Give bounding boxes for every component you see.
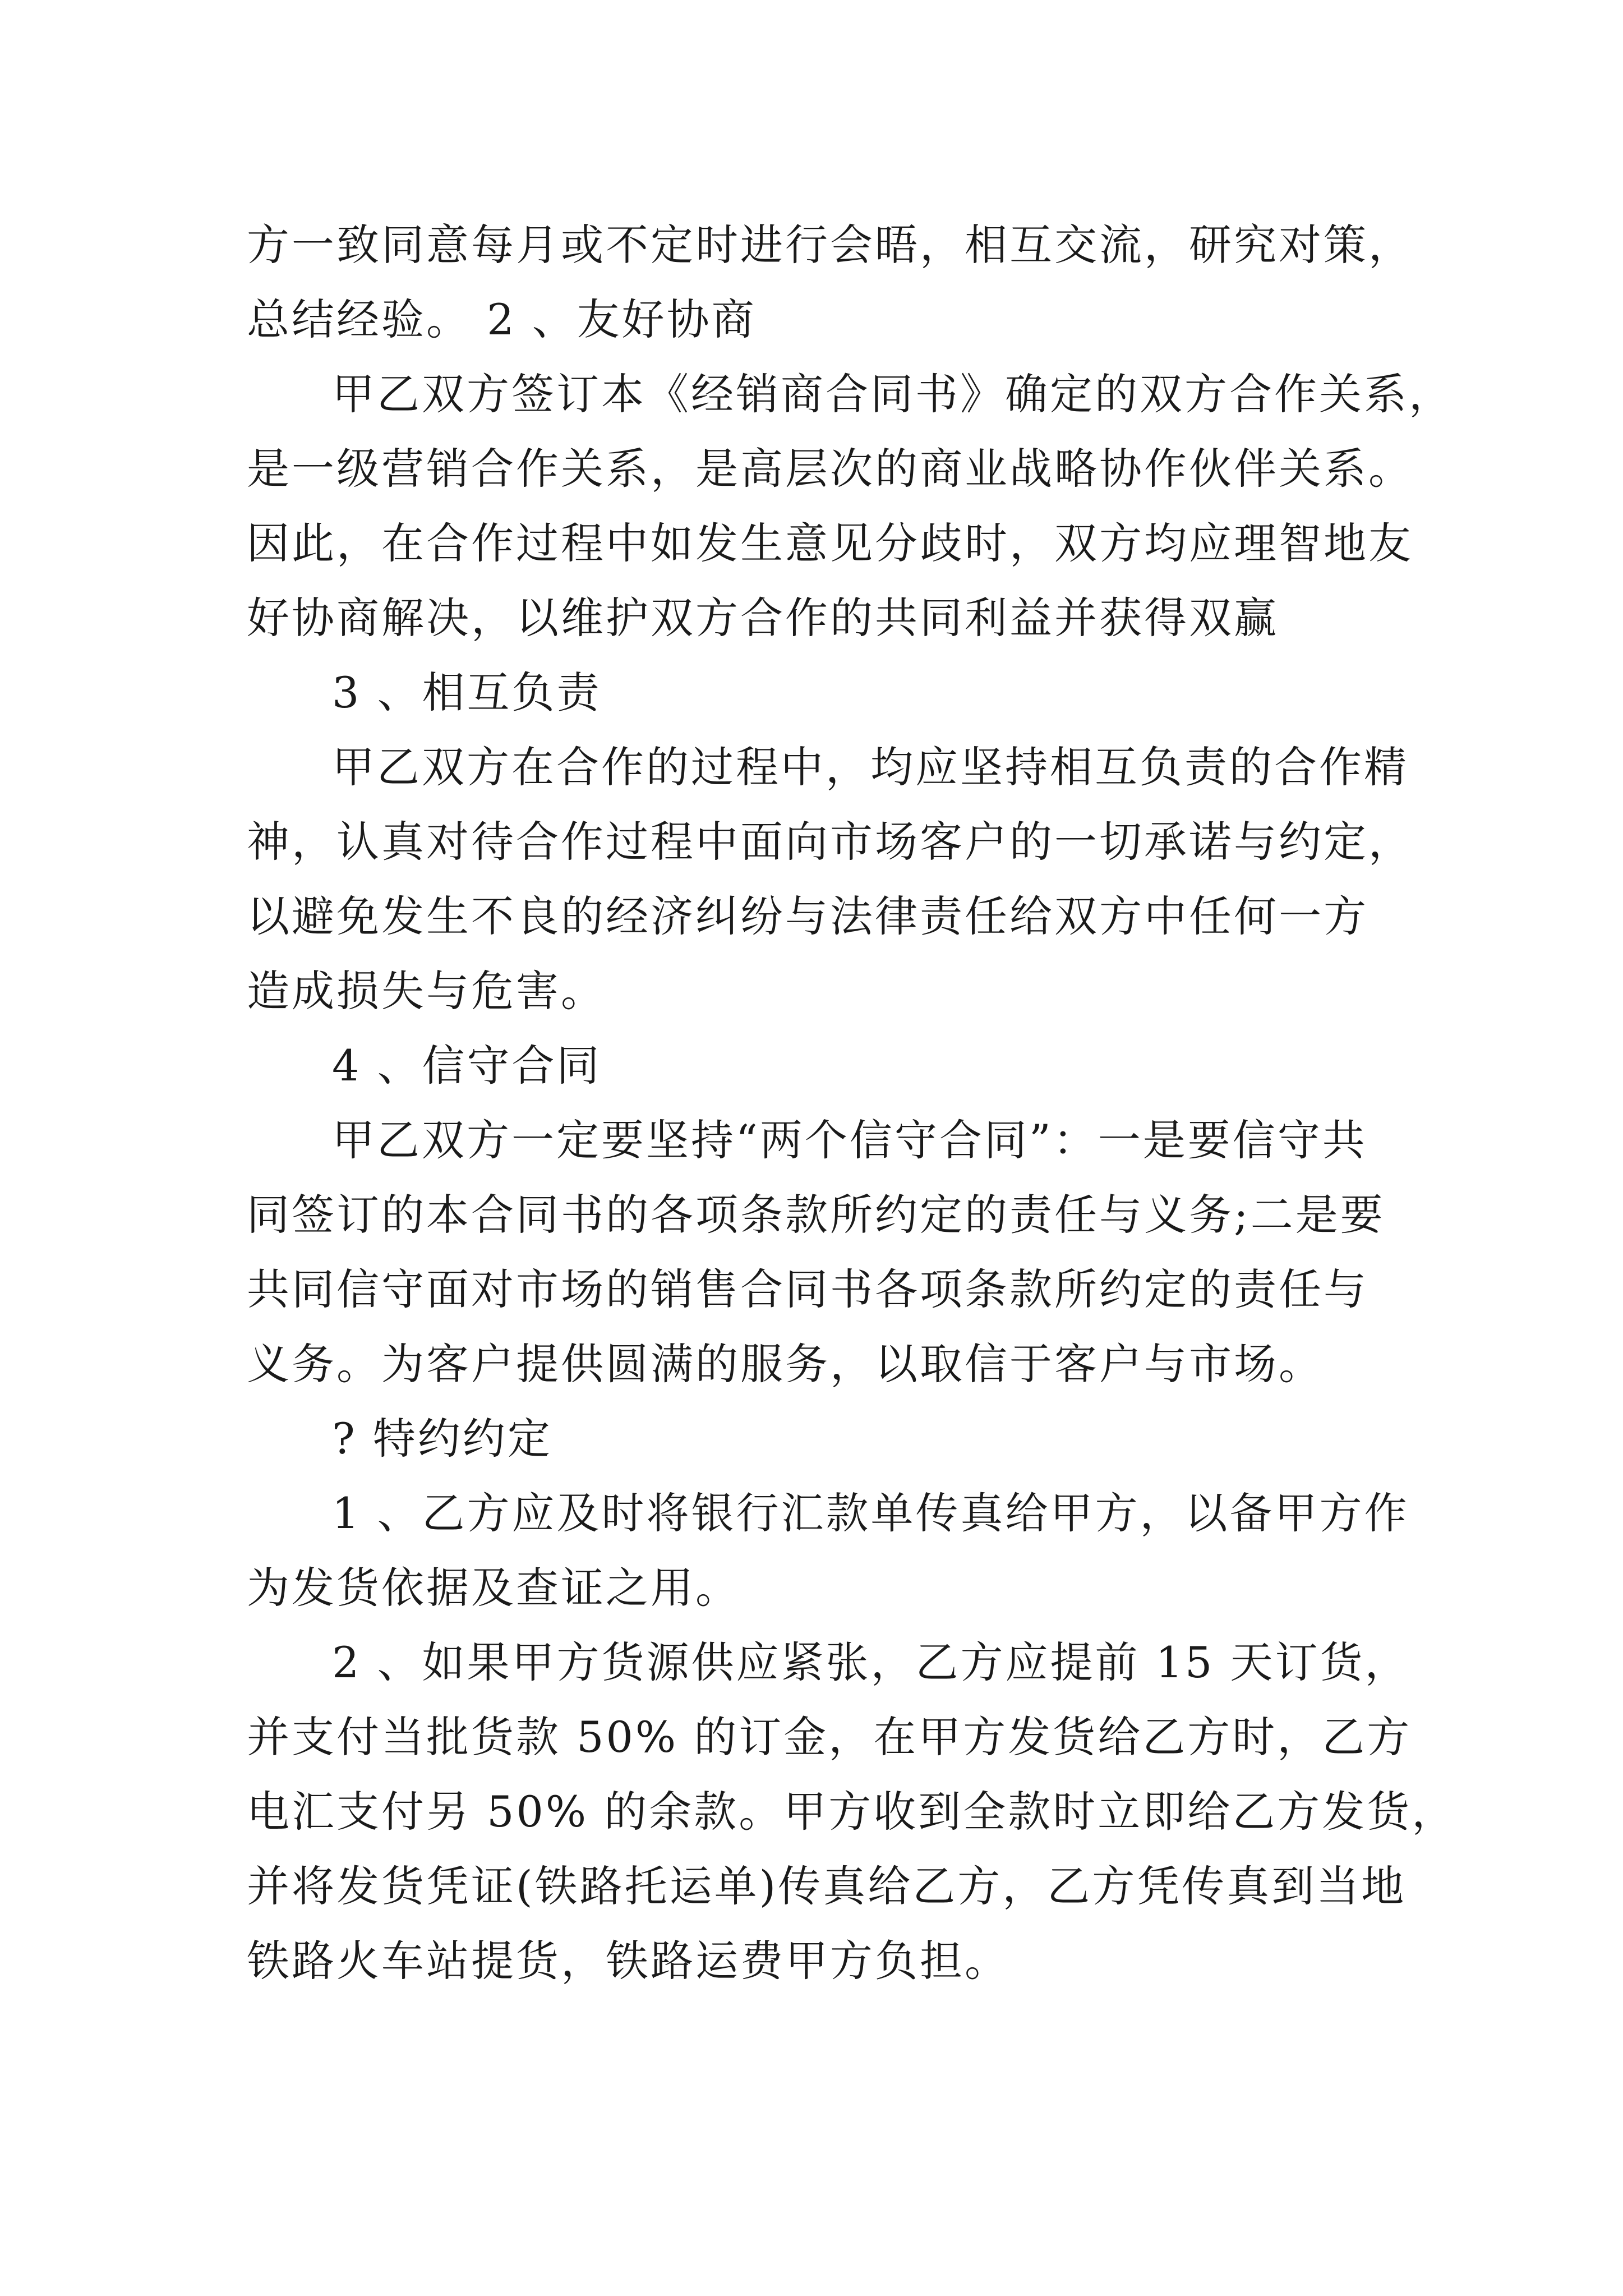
text-line-20: 2 、如果甲方货源供应紧张，乙方应提前 15 天订货，	[332, 1637, 1410, 1687]
text-line-1: 方一致同意每月或不定时进行会晤，相互交流，研究对策，	[247, 220, 1413, 270]
section-heading-4: 4 、信守合同	[332, 1041, 602, 1091]
text-line-2: 总结经验。 2 、友好协商	[247, 295, 757, 344]
text-line-13: 甲乙双方一定要坚持“两个信守合同”：一是要信守共	[332, 1115, 1367, 1165]
text-line-9: 神，认真对待合作过程中面向市场客户的一切承诺与约定，	[247, 817, 1413, 867]
text-line-3: 甲乙双方签订本《经销商合同书》确定的双方合作关系，	[332, 369, 1454, 419]
text-line-16: 义务。为客户提供圆满的服务，以取信于客户与市场。	[247, 1339, 1324, 1389]
text-line-5: 因此，在合作过程中如发生意见分歧时，双方均应理智地友	[247, 518, 1413, 568]
text-line-4: 是一级营销合作关系，是高层次的商业战略协作伙伴关系。	[247, 444, 1413, 494]
text-line-24: 铁路火车站提货，铁路运费甲方负担。	[247, 1936, 1009, 1986]
text-line-18: 1 、乙方应及时将银行汇款单传真给甲方，以备甲方作	[332, 1488, 1409, 1538]
text-line-19: 为发货依据及查证之用。	[247, 1563, 740, 1613]
text-line-14: 同签订的本合同书的各项条款所约定的责任与义务;二是要	[247, 1190, 1385, 1240]
text-line-10: 以避免发生不良的经济纠纷与法律责任给双方中任何一方	[247, 891, 1368, 941]
text-line-15: 共同信守面对市场的销售合同书各项条款所约定的责任与	[247, 1264, 1368, 1314]
text-line-11: 造成损失与危害。	[247, 966, 606, 1016]
section-heading-special: ? 特约约定	[332, 1414, 552, 1464]
section-heading-3: 3 、相互负责	[332, 668, 602, 717]
text-line-8: 甲乙双方在合作的过程中，均应坚持相互负责的合作精	[332, 742, 1409, 792]
text-line-21: 并支付当批货款 50% 的订金，在甲方发货给乙方时，乙方	[247, 1712, 1412, 1762]
text-line-22: 电汇支付另 50% 的余款。甲方收到全款时立即给乙方发货，	[247, 1787, 1457, 1837]
text-line-6: 好协商解决，以维护双方合作的共同利益并获得双赢	[247, 593, 1279, 643]
text-line-23: 并将发货凭证(铁路托运单)传真给乙方，乙方凭传真到当地	[247, 1861, 1407, 1911]
document-body	[247, 208, 1457, 1998]
